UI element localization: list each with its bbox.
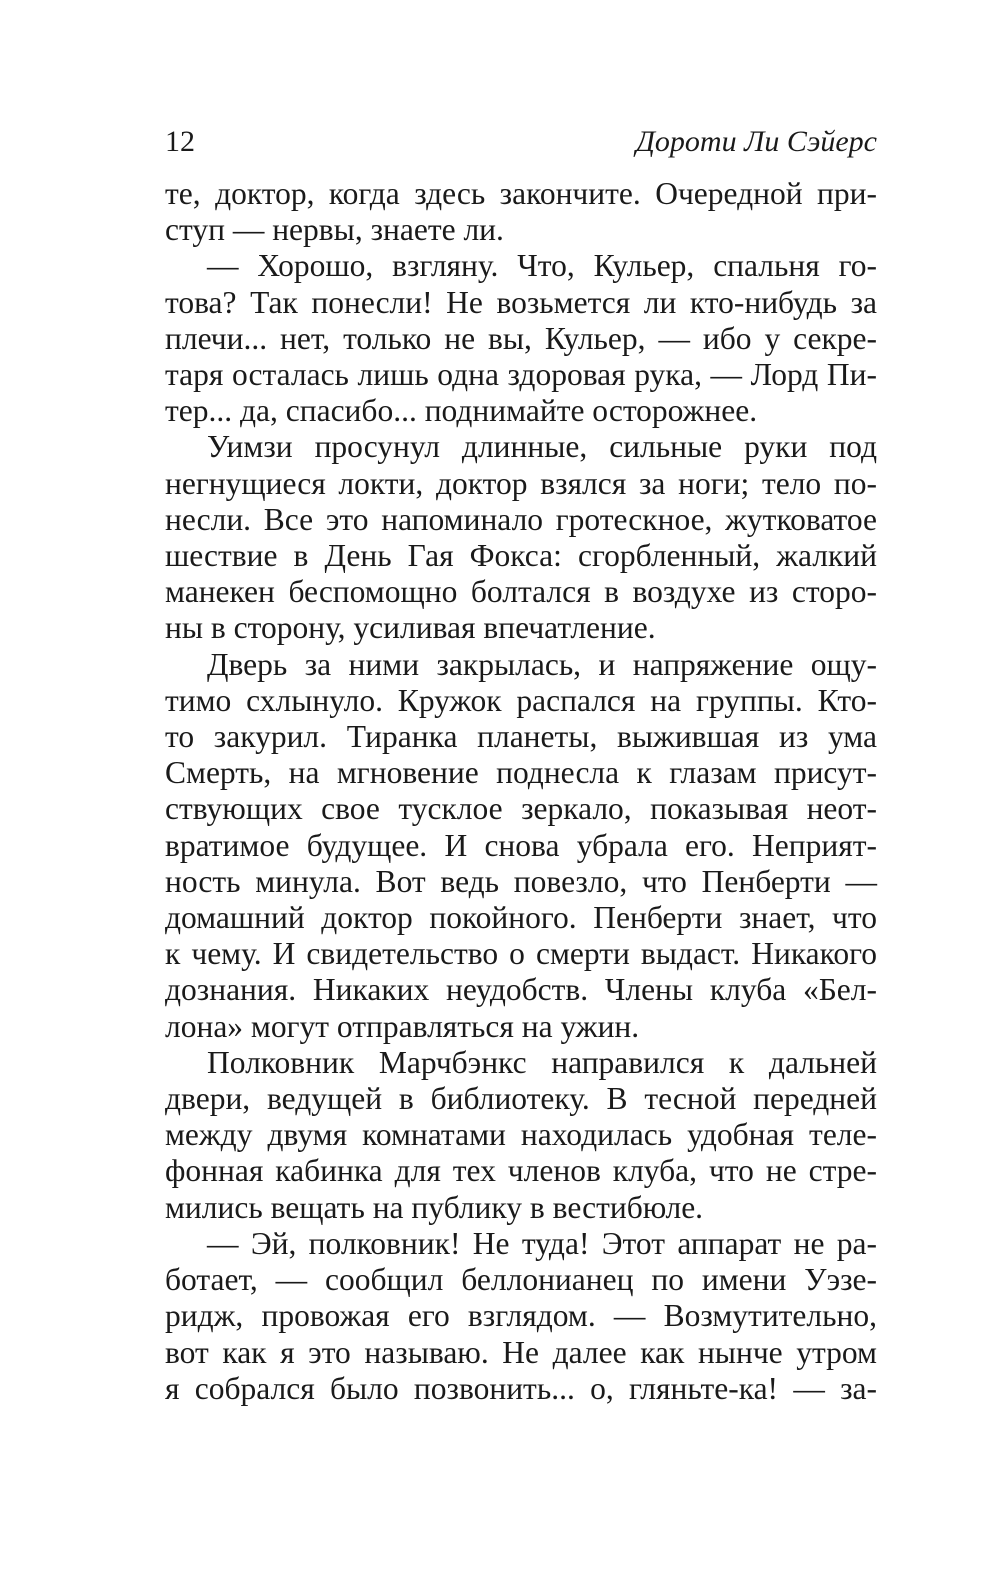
text-line: между двумя комнатами находилась удобная теле- bbox=[165, 1117, 877, 1153]
body-text bbox=[165, 176, 877, 1407]
text-line: шествие в День Гая Фокса: сгорбленный, жалкий bbox=[165, 538, 877, 574]
text-line: дознания. Никаких неудобств. Члены клуба «Бел- bbox=[165, 972, 877, 1008]
text-line: ридж, провожая его взглядом. — Возмутительно, bbox=[165, 1298, 877, 1334]
text-line: вот как я это называю. Не далее как нынче утром bbox=[165, 1334, 877, 1370]
text-line: Уимзи просунул длинные, сильные руки под bbox=[207, 429, 877, 465]
text-line: това? Так понесли! Не возьмется ли кто-нибудь за bbox=[165, 284, 877, 320]
text-line: к чему. И свидетельство о смерти выдаст. Никакого bbox=[165, 936, 877, 972]
text-line: я собрался было позвонить... о, гляньте-ка! — за- bbox=[165, 1370, 877, 1406]
text-line: вратимое будущее. И снова убрала его. Неприят- bbox=[165, 827, 877, 863]
text-line: Полковник Марчбэнкс направился к дальней bbox=[207, 1044, 877, 1080]
text-line: тер... да, спасибо... поднимайте осторожнее. bbox=[165, 393, 758, 429]
text-line: таря осталась лишь одна здоровая рука, — Лорд Пи- bbox=[165, 357, 877, 393]
book-page bbox=[165, 120, 877, 1407]
page-number: 12 bbox=[165, 125, 195, 158]
text-line: те, доктор, когда здесь закончите. Очередной при- bbox=[165, 176, 877, 211]
text-line: Смерть, на мгновение поднесла к глазам присут- bbox=[165, 755, 877, 791]
text-line: негнущиеся локти, доктор взялся за ноги; тело по- bbox=[165, 465, 877, 501]
text-line: домашний доктор покойного. Пенберти знает, что bbox=[165, 900, 877, 936]
text-line: несли. Все это напоминало гротескное, жутковатое bbox=[165, 501, 877, 537]
text-line: ступ — нервы, знаете ли. bbox=[165, 212, 504, 248]
text-line: — Эй, полковник! Не туда! Этот аппарат не ра- bbox=[207, 1225, 877, 1261]
text-line: мились вещать на публику в вестибюле. bbox=[165, 1189, 704, 1225]
text-line: ность минула. Вот ведь повезло, что Пенберти — bbox=[165, 863, 877, 899]
text-line: манекен беспомощно болтался в воздухе из сторо- bbox=[165, 574, 877, 610]
page-header bbox=[165, 120, 877, 164]
running-title: Дороти Ли Сэйерс bbox=[635, 125, 877, 158]
text-line: двери, ведущей в библиотеку. В тесной передней bbox=[165, 1081, 877, 1117]
text-line: Дверь за ними закрылась, и напряжение ощу- bbox=[207, 646, 877, 682]
text-line: фонная кабинка для тех членов клуба, что не стре- bbox=[165, 1153, 877, 1189]
text-line: плечи... нет, только не вы, Кульер, — ибо у секре- bbox=[165, 320, 877, 356]
text-line: то закурил. Тиранка планеты, выжившая из ума bbox=[165, 719, 877, 755]
text-line: ствующих свое тусклое зеркало, показывая неот- bbox=[165, 791, 877, 827]
text-line: ботает, — сообщил беллонианец по имени Уэзе- bbox=[165, 1262, 877, 1298]
text-line: лона» могут отправляться на ужин. bbox=[165, 1008, 640, 1044]
text-line: — Хорошо, взгляну. Что, Кульер, спальня го- bbox=[207, 248, 877, 284]
text-line: ны в сторону, усиливая впечатление. bbox=[165, 610, 656, 646]
text-line: тимо схлынуло. Кружок распался на группы. Кто- bbox=[165, 682, 877, 718]
